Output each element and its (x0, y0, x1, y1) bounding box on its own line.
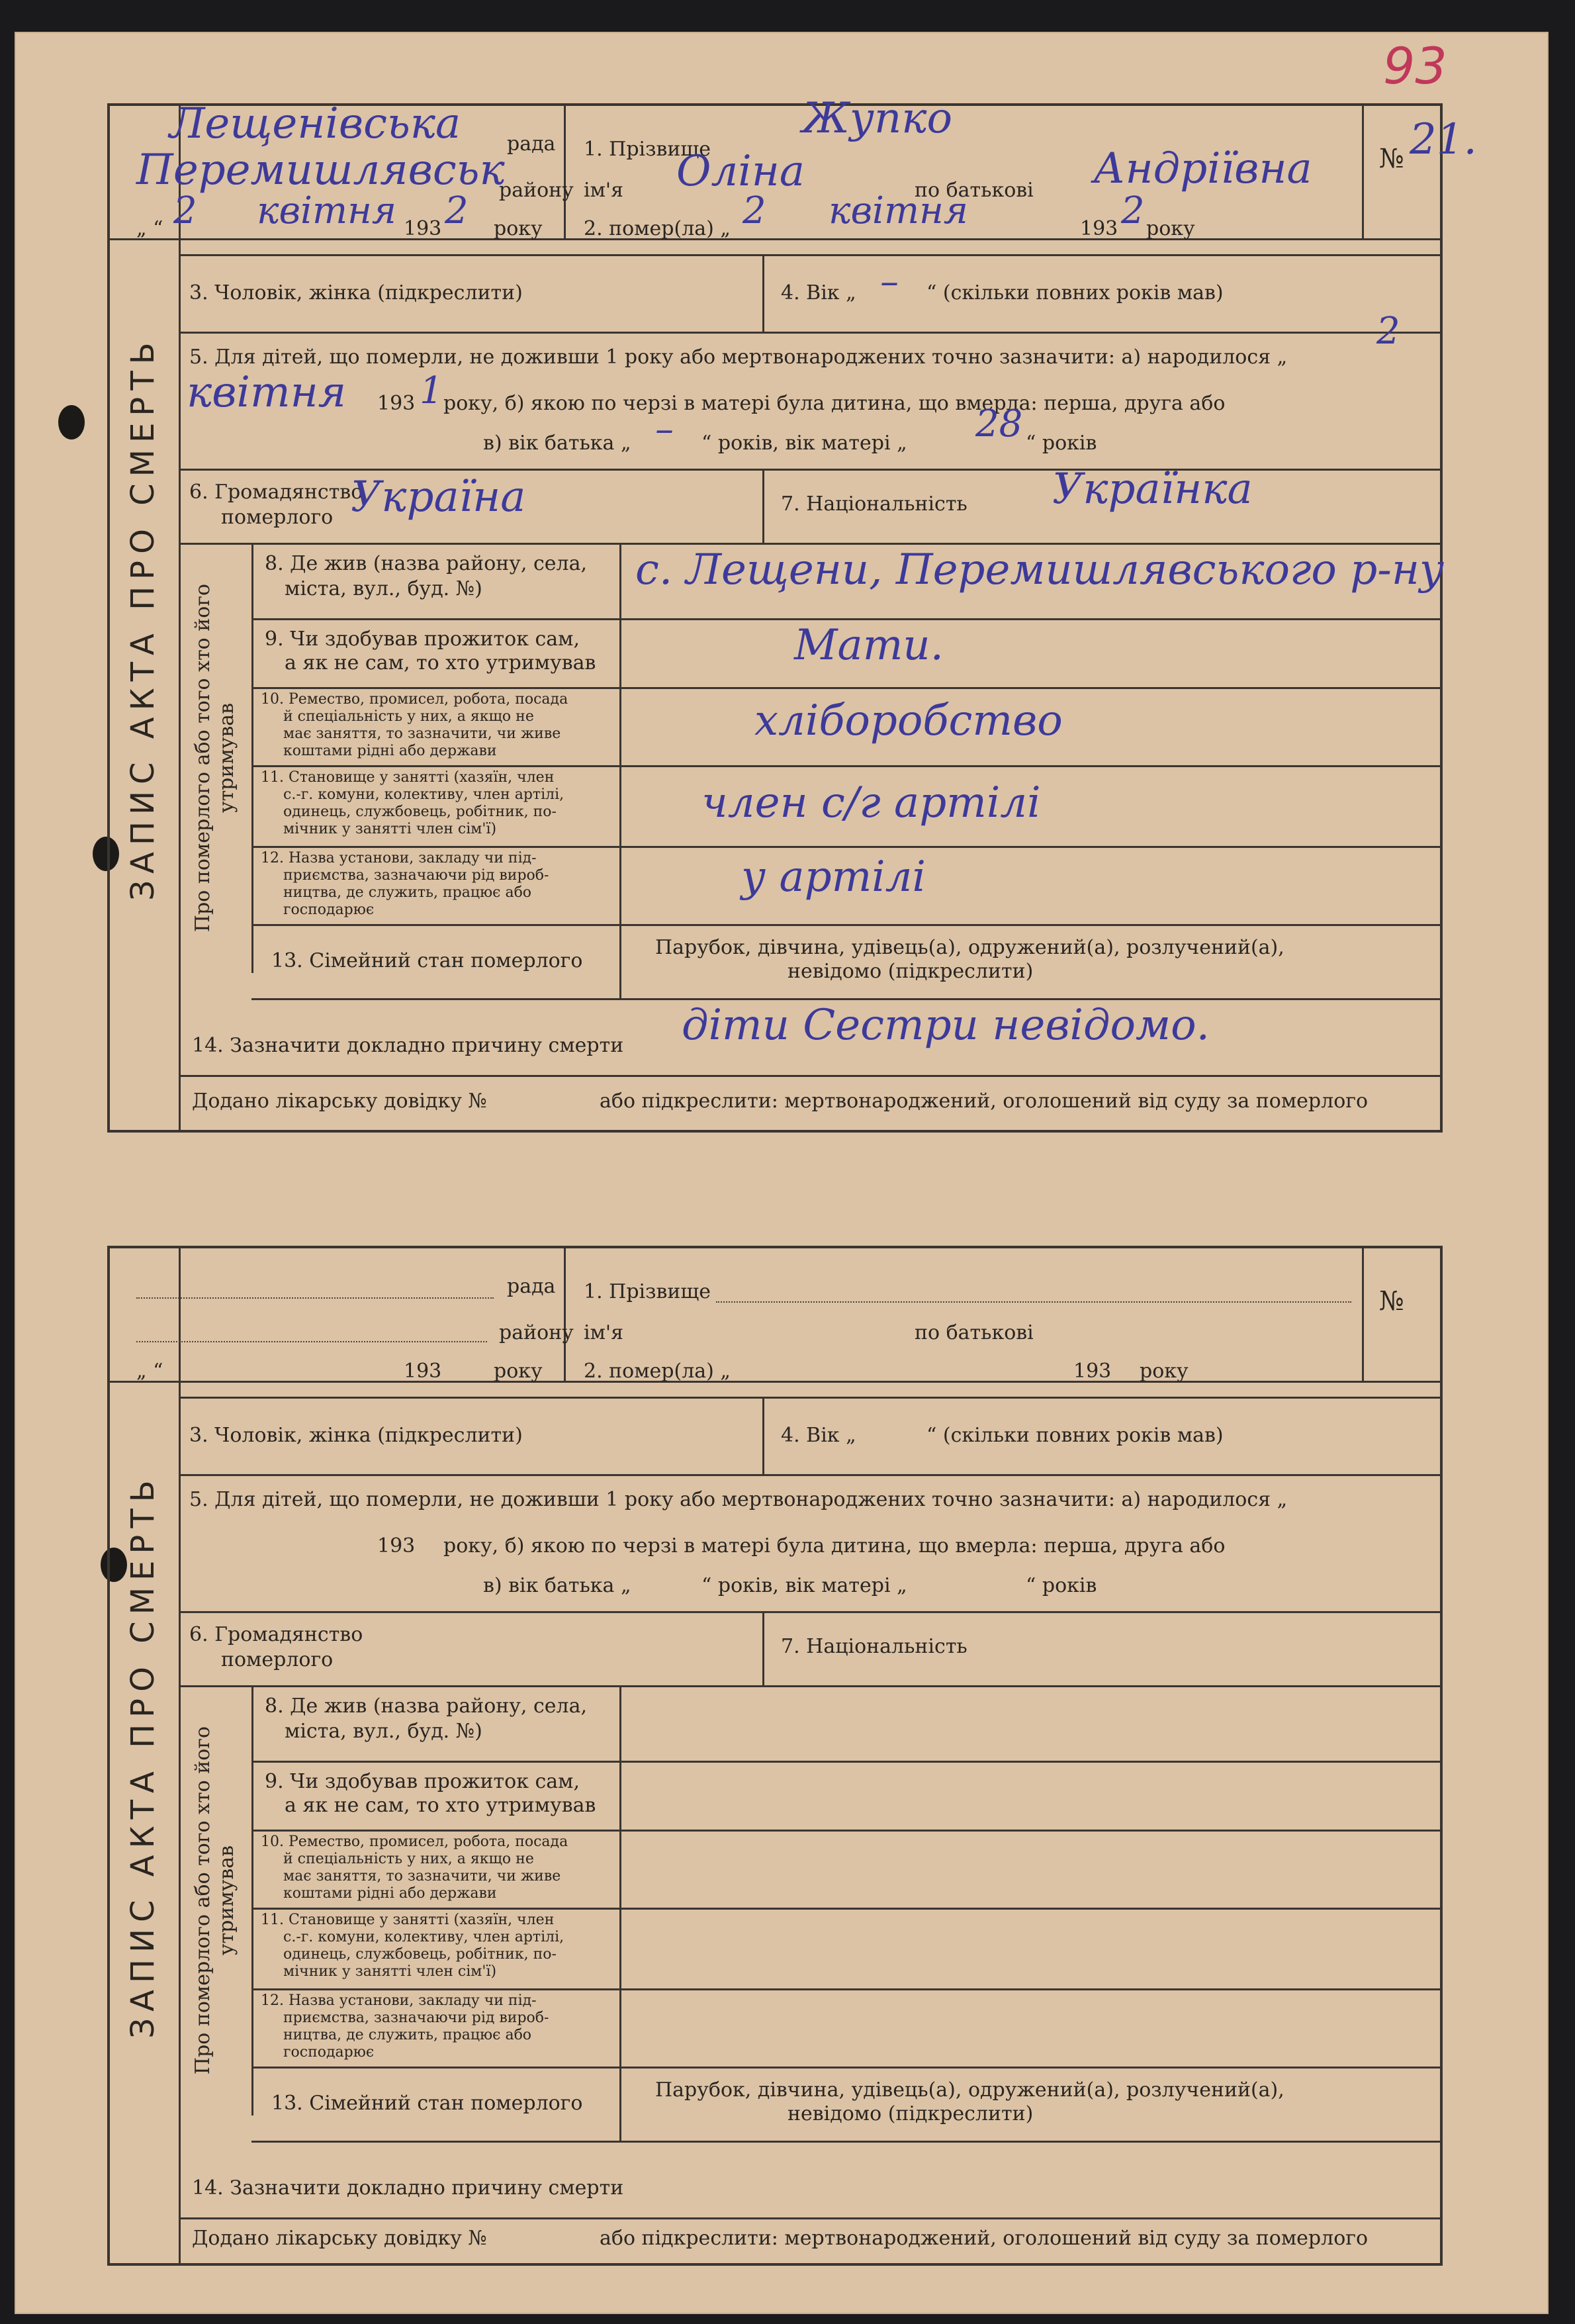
institution-value: у артілі (741, 853, 926, 902)
institution-label-a: 12. Назва установи, закладу чи під- (261, 850, 537, 866)
years-suffix: “ років (1026, 432, 1097, 455)
father-age-label: в) вік батька „ (483, 1574, 631, 1597)
position-label-a: 11. Становище у занятті (хазяїн, член (261, 769, 555, 786)
surname-field-line[interactable] (716, 1301, 1351, 1303)
subject-band-text (191, 584, 239, 932)
nationality-label: 7. Національність (781, 492, 968, 516)
occupation-label-b: й спеціальність у них, а якщо не (283, 708, 534, 725)
born-month: квітня (187, 368, 347, 417)
marital-label-cell (251, 924, 621, 998)
death-record-form-blank (107, 1246, 1443, 2266)
rada-value: Лещенівська (169, 99, 461, 148)
punch-hole (58, 405, 85, 440)
residence-label-b: міста, вул., буд. №) (285, 577, 482, 600)
residence-label-cell (251, 543, 621, 618)
died-month: квітня (829, 189, 969, 232)
position-label-cell (251, 765, 621, 846)
institution-label-d: господарює (283, 2044, 375, 2061)
mother-age-label: “ років, вік матері „ (701, 432, 907, 455)
year-digit: 2 (445, 189, 469, 232)
sex-label: 3. Чоловік, жінка (підкреслити) (189, 1424, 523, 1447)
row-livelihood (251, 618, 1440, 689)
date-quote: „ “ (136, 1360, 163, 1383)
subject-band-line1: Про померлого або того хто його (191, 583, 214, 933)
row-residence (251, 543, 1445, 620)
age-label: 4. Вік „ (781, 1424, 856, 1447)
name-label: ім'я (584, 1321, 624, 1344)
header-council-block (110, 1248, 574, 1383)
born-day: 2 (1376, 310, 1400, 353)
death-record-form-filled (107, 94, 1477, 1133)
row-position (251, 765, 1440, 848)
residence-label-b: міста, вул., буд. №) (285, 1720, 482, 1743)
occupation-label-b: й спеціальність у них, а якщо не (283, 1851, 534, 1867)
row-residence (251, 1685, 1440, 1763)
date-month: квітня (257, 189, 397, 232)
side-title-band (107, 106, 181, 1130)
cause-value: діти Сестри невідомо. (682, 1001, 1210, 1050)
citizenship-label-b: померлого (221, 1648, 334, 1671)
patronymic-label: по батькові (915, 179, 1034, 202)
livelihood-label-cell (251, 1761, 621, 1830)
father-age-value: – (655, 408, 674, 451)
age-value: – (880, 260, 899, 303)
livelihood-label-a: 9. Чи здобував прожиток сам, (265, 627, 580, 651)
residence-label-a: 8. Де жив (назва району, села, (265, 552, 588, 575)
row-institution (251, 1988, 1440, 2068)
side-title: ЗАПИС АКТА ПРО СМЕРТЬ (124, 335, 161, 901)
side-title-band (107, 1248, 181, 2263)
date-day: 2 (173, 189, 197, 232)
residence-label-a: 8. Де жив (назва району, села, (265, 1695, 588, 1718)
age-label: 4. Вік „ (781, 281, 856, 304)
sex-cell (179, 256, 764, 332)
position-label-b: с.-г. комуни, колективу, член артілі, (283, 1929, 564, 1945)
name-label: ім'я (584, 179, 624, 202)
row-occupation (251, 1830, 1440, 1910)
position-value: член с/г артілі (701, 778, 1041, 827)
died-year-prefix: 193 (1080, 217, 1118, 240)
patronymic-label: по батькові (915, 1321, 1034, 1344)
row-marital (251, 924, 1440, 1000)
form-header (110, 94, 1477, 240)
subject-band (179, 1685, 253, 2115)
subject-band-text (191, 1726, 239, 2074)
raion-value: Перемишлявськ (136, 146, 505, 195)
infant-year-prefix: 193 (377, 1534, 416, 1557)
institution-label-c: ництва, де служить, працює або (283, 884, 532, 901)
row-infant (179, 310, 1440, 471)
marital-options-a: Парубок, дівчина, удівець(а), одружений(а), розлучений(а), (655, 936, 1284, 959)
infant-year-prefix: 193 (377, 392, 416, 415)
row-cause (179, 998, 1440, 1077)
cause-label: 14. Зазначити докладно причину смерти (192, 2176, 624, 2200)
name-value: Оліна (676, 147, 805, 196)
position-label-d: мічник у занятті член сім'ї) (283, 1963, 497, 1980)
row-livelihood (251, 1761, 1440, 1832)
marital-label: 13. Сімейний стан померлого (271, 2092, 583, 2115)
surname-value: Жупко (802, 94, 952, 143)
surname-label: 1. Прізвище (584, 1280, 711, 1303)
row-occupation (251, 687, 1440, 767)
header-council-block (110, 99, 574, 240)
marital-options-b: невідомо (підкреслити) (788, 2102, 1034, 2125)
number-value: 21. (1410, 115, 1477, 164)
residence-label-cell (251, 1685, 621, 1761)
occupation-label-a: 10. Ремество, промисел, робота, посада (261, 691, 568, 708)
father-age-label: в) вік батька „ (483, 432, 631, 455)
footer-doc-label: Додано лікарську довідку № (192, 2227, 487, 2250)
rada-field-line[interactable] (136, 1297, 494, 1299)
livelihood-label-b: а як не сам, то хто утримував (285, 651, 596, 674)
cause-label: 14. Зазначити докладно причину смерти (192, 1034, 624, 1057)
citizenship-value: Україна (351, 473, 526, 522)
infant-label-a: 5. Для дітей, що померли, не доживши 1 року або мертвонароджених точно зазначити: а) народилося „ (189, 1488, 1288, 1511)
nationality-label: 7. Національність (781, 1635, 968, 1658)
year-prefix: 193 (404, 217, 442, 240)
mother-age-label: “ років, вік матері „ (701, 1574, 907, 1597)
rada-label: рада (507, 1275, 556, 1298)
subject-band-line1: Про померлого або того хто його (191, 1726, 214, 2075)
patronymic-value: Андріївна (1093, 144, 1312, 193)
subject-band-line2: утримував (215, 702, 238, 813)
livelihood-value: Мати. (794, 621, 944, 670)
page-number: 93 (1383, 36, 1447, 95)
footer-doc-options: або підкреслити: мертвонароджений, оголошений від суду за померлого (600, 2227, 1369, 2250)
row-citizenship (179, 1611, 1440, 1687)
citizenship-label-a: 6. Громадянство (189, 1623, 363, 1646)
position-label-d: мічник у занятті член сім'ї) (283, 821, 497, 837)
rada-label: рада (507, 132, 556, 156)
citizenship-cell (179, 469, 764, 543)
row-marital (251, 2067, 1440, 2143)
age-suffix: “ (скільки повних років мав) (926, 281, 1224, 304)
occupation-label-cell (251, 687, 621, 765)
header-person-block (564, 94, 1364, 240)
subject-band-line2: утримував (215, 1845, 238, 1956)
sex-label: 3. Чоловік, жінка (підкреслити) (189, 281, 523, 304)
marital-label: 13. Сімейний стан померлого (271, 949, 583, 972)
row-infant (179, 1472, 1440, 1613)
subject-band (179, 543, 253, 973)
died-label: 2. помер(ла) „ (584, 1360, 731, 1383)
date-quote: „ “ (136, 217, 163, 240)
infant-label-a: 5. Для дітей, що померли, не доживши 1 року або мертвонароджених точно зазначити: а) народилося „ (189, 346, 1288, 369)
citizenship-label-b: померлого (221, 506, 334, 529)
row-institution (251, 846, 1440, 926)
row-citizenship (179, 465, 1440, 545)
livelihood-label-b: а як не сам, то хто утримував (285, 1794, 596, 1817)
institution-label-c: ництва, де служить, працює або (283, 2027, 532, 2043)
infant-label-c: року, б) якою по черзі в матері була дитина, що вмерла: перша, друга або (443, 1534, 1226, 1557)
institution-label-b: приємства, зазначаючи рід вироб- (283, 867, 549, 884)
header-person-block (564, 1248, 1364, 1381)
footer-doc-options: або підкреслити: мертвонароджений, оголошений від суду за померлого (600, 1090, 1369, 1113)
institution-label-cell (251, 846, 621, 924)
died-year-prefix: 193 (1073, 1360, 1112, 1383)
occupation-value: хліборобство (754, 696, 1063, 745)
infant-label-c: року, б) якою по черзі в матері була дитина, що вмерла: перша, друга або (443, 392, 1226, 415)
row-sex-age (179, 254, 1440, 334)
residence-value: с. Лещени, Перемишлявського р-ну (635, 545, 1445, 594)
died-roku-label: року (1146, 217, 1195, 240)
raion-label: району (499, 179, 574, 202)
institution-label-cell (251, 1988, 621, 2067)
form-header (110, 1248, 1440, 1383)
position-label-a: 11. Становище у занятті (хазяїн, член (261, 1912, 555, 1928)
occupation-label-d: коштами рідні або держави (283, 743, 497, 759)
position-label-c: одинець, службовець, робітник, по- (283, 804, 557, 820)
side-title: ЗАПИС АКТА ПРО СМЕРТЬ (124, 1473, 161, 2039)
born-year-digit: 1 (420, 369, 443, 412)
position-label-c: одинець, службовець, робітник, по- (283, 1946, 557, 1963)
row-position (251, 1908, 1440, 1990)
age-suffix: “ (скільки повних років мав) (926, 1424, 1224, 1447)
died-year-digit: 2 (1121, 189, 1145, 232)
roku-label: року (494, 1360, 543, 1383)
occupation-label-c: має заняття, то зазначити, чи живе (283, 1868, 561, 1884)
occupation-label-cell (251, 1830, 621, 1908)
institution-label-a: 12. Назва установи, закладу чи під- (261, 1992, 537, 2009)
mother-age-value: 28 (975, 402, 1023, 445)
nationality-value: Українка (1052, 465, 1253, 514)
row-sex-age (179, 1397, 1440, 1476)
surname-label: 1. Прізвище (584, 138, 711, 161)
occupation-label-a: 10. Ремество, промисел, робота, посада (261, 1834, 568, 1850)
citizenship-cell (179, 1611, 764, 1685)
marital-options-b: невідомо (підкреслити) (788, 960, 1034, 983)
sex-cell (179, 1399, 764, 1474)
livelihood-label-cell (251, 618, 621, 687)
roku-label: року (494, 217, 543, 240)
died-roku-label: року (1140, 1360, 1189, 1383)
row-cause (179, 2141, 1440, 2219)
year-prefix: 193 (404, 1360, 442, 1383)
footer-doc-label: Додано лікарську довідку № (192, 1090, 487, 1113)
number-label: № (1379, 1286, 1404, 1317)
raion-label: району (499, 1321, 574, 1344)
marital-options-a: Парубок, дівчина, удівець(а), одружений(а), розлучений(а), (655, 2078, 1284, 2102)
institution-label-d: господарює (283, 902, 375, 918)
occupation-label-d: коштами рідні або держави (283, 1885, 497, 1902)
livelihood-label-a: 9. Чи здобував прожиток сам, (265, 1770, 580, 1793)
raion-field-line[interactable] (136, 1341, 487, 1342)
position-label-b: с.-г. комуни, колективу, член артілі, (283, 786, 564, 803)
died-label: 2. помер(ла) „ (584, 217, 731, 240)
institution-label-b: приємства, зазначаючи рід вироб- (283, 2010, 549, 2026)
years-suffix: “ років (1026, 1574, 1097, 1597)
marital-label-cell (251, 2067, 621, 2141)
citizenship-label-a: 6. Громадянство (189, 481, 363, 504)
number-label: № (1379, 144, 1404, 174)
died-day: 2 (742, 189, 766, 232)
position-label-cell (251, 1908, 621, 1988)
occupation-label-c: має заняття, то зазначити, чи живе (283, 725, 561, 742)
